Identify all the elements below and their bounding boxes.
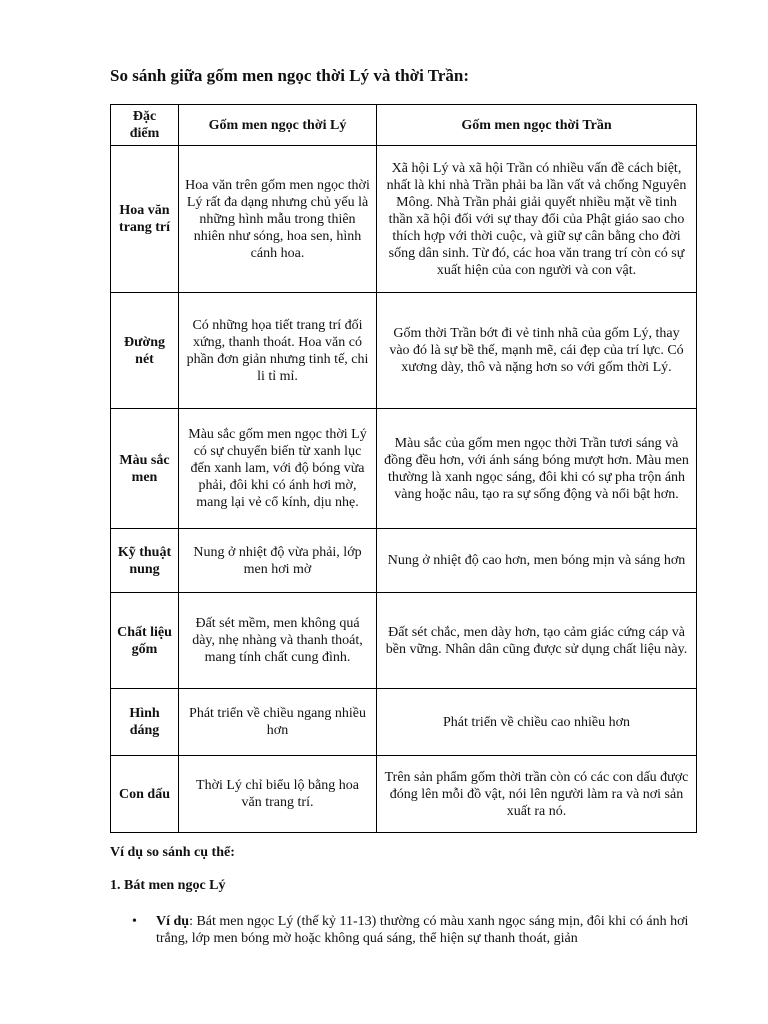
table-row [111, 756, 697, 833]
bullet-body: : Bát men ngọc Lý (thế kỷ 11-13) thường có màu xanh ngọc sáng mịn, đôi khi có ánh hơi trắng, lớp men bóng mờ hoặc không quá sáng, thể hiện sự thanh thoát, giản [156, 914, 689, 946]
page-title: So sánh giữa gốm men ngọc thời Lý và thời Trần: [110, 66, 470, 85]
header-tran: Gốm men ngọc thời Trần [377, 105, 697, 146]
table-header-row [111, 105, 697, 146]
row-feature: Đường nét [111, 293, 179, 409]
cell-tran: Màu sắc của gốm men ngọc thời Trần tươi sáng và đồng đều hơn, với ánh sáng bóng mượt hơn. Màu men thường là xanh ngọc sáng, đôi khi có sự pha trộn ánh vàng hoặc nâu, tạo ra sự sống động và nổi bật hơn. [377, 409, 697, 529]
table-row [111, 293, 697, 409]
cell-ly: Đất sét mềm, men không quá dày, nhẹ nhàng và thanh thoát, mang tính chất cung đình. [179, 593, 377, 689]
cell-ly: Thời Lý chỉ biểu lộ bằng hoa văn trang trí. [179, 756, 377, 833]
cell-tran: Phát triển về chiều cao nhiều hơn [377, 689, 697, 756]
header-ly: Gốm men ngọc thời Lý [179, 105, 377, 146]
comparison-table [110, 104, 697, 833]
table-row [111, 689, 697, 756]
table-row [111, 593, 697, 689]
row-feature: Hoa văn trang trí [111, 146, 179, 293]
cell-ly: Hoa văn trên gốm men ngọc thời Lý rất đa dạng nhưng chủ yếu là những hình mẫu trong thiên nhiên như sóng, hoa sen, hình cánh hoa. [179, 146, 377, 293]
table-row [111, 409, 697, 529]
cell-ly: Phát triển về chiều ngang nhiều hơn [179, 689, 377, 756]
bullet-icon: • [132, 914, 137, 929]
table-row [111, 529, 697, 593]
cell-tran: Trên sản phẩm gốm thời trần còn có các con dấu được đóng lên mỗi đồ vật, nói lên người làm ra và nơi sản xuất ra nó. [377, 756, 697, 833]
cell-tran: Đất sét chắc, men dày hơn, tạo cảm giác cứng cáp và bền vững. Nhân dân cũng được sử dụng chất liệu này. [377, 593, 697, 689]
cell-tran: Xã hội Lý và xã hội Trần có nhiều vấn đề cách biệt, nhất là khi nhà Trần phải ba lần vất vả chống Nguyên Mông. Nhà Trần phải giải quyết nhiều mặt về tinh thần xã hội đối với sự thay đổi của Phật giáo sao cho thích hợp với thời cuộc, và giữ sự cân bằng cho đời sống dân sinh. Từ đó, các hoa văn trang trí còn có sự xuất hiện của con người và con vật. [377, 146, 697, 293]
cell-tran: Nung ở nhiệt độ cao hơn, men bóng mịn và sáng hơn [377, 529, 697, 593]
section-heading: 1. Bát men ngọc Lý [110, 878, 226, 893]
table-row [111, 146, 697, 293]
row-feature: Hình dáng [111, 689, 179, 756]
row-feature: Chất liệu gốm [111, 593, 179, 689]
bullet-text [156, 913, 692, 947]
cell-ly: Nung ở nhiệt độ vừa phải, lớp men hơi mờ [179, 529, 377, 593]
header-feature: Đặc điểm [111, 105, 179, 146]
row-feature: Con dấu [111, 756, 179, 833]
row-feature: Màu sắc men [111, 409, 179, 529]
example-heading: Ví dụ so sánh cụ thể: [110, 845, 235, 860]
cell-ly: Màu sắc gốm men ngọc thời Lý có sự chuyển biến từ xanh lục đến xanh lam, với độ bóng vừa phải, đôi khi có ánh hơi mờ, mang lại vẻ cổ kính, dịu nhẹ. [179, 409, 377, 529]
cell-ly: Có những họa tiết trang trí đối xứng, thanh thoát. Hoa văn có phần đơn giản nhưng tinh tế, chi li tỉ mỉ. [179, 293, 377, 409]
cell-tran: Gốm thời Trần bớt đi vẻ tinh nhã của gốm Lý, thay vào đó là sự bề thế, mạnh mẽ, cái đẹp của trí lực. Có xương dày, thô và nặng hơn so với gốm thời Lý. [377, 293, 697, 409]
bullet-label: Ví dụ [156, 914, 190, 929]
row-feature: Kỹ thuật nung [111, 529, 179, 593]
